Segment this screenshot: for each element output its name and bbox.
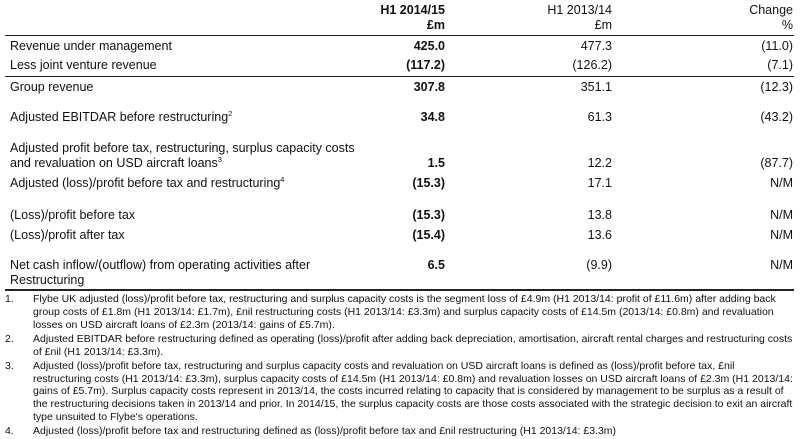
row-label-line-2: and revaluation on USD aircraft loans [10,156,218,170]
value-h1-2014-15: 425.0 [413,39,445,53]
value-change: N/M [770,176,793,190]
header-unit-label: £m [594,18,612,32]
footnote-number: 3. [5,359,14,372]
value-h1-2014-15: (15.4) [412,228,445,242]
row-label [10,176,370,191]
value-h1-2014-15: (117.2) [406,58,445,72]
value-change: (87.7) [760,156,793,170]
value-change: N/M [770,258,793,272]
footnote-text: Flybe UK adjusted (loss)/profit before tax, restructuring and surplus capacity costs is the segment loss of £4.9m (H1 2013/14: profit of £11.6m) after adding back group costs of £1.8m (H1 2013/14: £1.7m), £nil restructuring costs (H1 2013/14: £3.3m) and surplus capacity costs of £14.5m (2013/14: £0.8m) and revaluation losses on USD aircraft loans of £2.3m (2013/14: gains of £5.7m). [33,293,776,331]
footnote-text: Adjusted (loss)/profit before tax and restructuring defined as (loss)/profit before tax and £nil restructuring (H1 2013/14: £3.3m) [33,425,617,438]
header-h1-2013-14 [522,3,612,33]
row-label-line-1: Adjusted profit before tax, restructuring, surplus capacity costs [10,141,355,155]
value-h1-2014-15: 34.8 [420,110,445,124]
table-bottom-divider [5,289,794,291]
header-change [703,3,793,33]
value-h1-2013-14: 12.2 [587,156,612,170]
row-label: (Loss)/profit before tax [10,208,136,222]
header-divider [5,35,794,36]
header-period-label: H1 2013/14 [547,3,612,17]
value-h1-2014-15: 307.8 [413,80,445,94]
footnotes [5,293,794,439]
value-h1-2013-14: 61.3 [587,110,612,124]
value-h1-2014-15: 6.5 [427,258,445,272]
footnote-number: 2. [5,332,14,345]
header-period-label: H1 2014/15 [380,3,445,17]
row-label: Less joint venture revenue [10,58,157,72]
value-change: (11.0) [761,39,793,53]
value-change: (12.3) [760,80,793,94]
footnote-marker: 3 [217,155,222,164]
value-h1-2013-14: (9.9) [586,258,612,272]
footnote-marker: 4 [280,175,285,184]
footnote-marker: 2 [228,109,233,118]
subtotal-divider [5,76,794,77]
header-unit-label: % [781,18,793,32]
value-h1-2013-14: 13.8 [587,208,612,222]
value-change: (7.1) [767,58,793,72]
row-label: Revenue under management [10,39,172,53]
value-change: N/M [770,228,793,242]
footnote-number: 4. [5,425,14,438]
footnote-item [5,333,794,359]
row-label: (Loss)/profit after tax [10,228,125,242]
footnote-text: Adjusted (loss)/profit before tax, restructuring and surplus capacity costs and revaluation on USD aircraft loans is defined as (loss)/profit before tax, £nil restructuring costs (H1 2013/14: £3.3m), surplus capacity costs of £14.5m (H1 2013/14: £0.8m) and revaluation losses on USD aircraft loans of £2.3m (H1 2013/14: gains of £5.7m). Surplus capacity costs represent in 2013/14, the costs incurred relating to capacity that is considered by management to be surplus as a result of the restructuring decisions taken in 2013/14 and prior. In 2014/15, the surplus capacity costs are those costs associated with the strategic decision to exit an aircraft type unsuited to Flybe's operations. [33,359,793,423]
footnote-number: 1. [5,293,14,305]
row-label-line-2: Restructuring [10,273,85,287]
footnote-item [5,293,794,331]
value-h1-2013-14: 17.1 [587,176,612,190]
value-h1-2013-14: 13.6 [587,228,612,242]
row-label-line-1: Net cash inflow/(outflow) from operating activities after [10,258,311,272]
footnote-text: Adjusted EBITDAR before restructuring defined as operating (loss)/profit after adding back depreciation, amortisation, aircraft rental charges and restructuring costs of £nil (H1 2013/14: £3.3m). [33,332,793,358]
value-h1-2014-15: (15.3) [412,176,445,190]
header-change-label: Change [749,3,793,17]
row-label-text: Adjusted EBITDAR before restructuring [10,110,229,124]
header-h1-2014-15 [355,3,445,33]
row-label [10,110,370,125]
value-h1-2014-15: 1.5 [427,156,445,170]
value-h1-2013-14: (126.2) [572,58,612,72]
row-label-text: Adjusted (loss)/profit before tax and restructuring [10,176,281,190]
value-h1-2013-14: 477.3 [580,39,612,53]
footnote-item [5,360,794,424]
row-label: Group revenue [10,80,94,94]
footnote-item [5,425,794,438]
value-h1-2014-15: (15.3) [412,208,445,222]
value-change: N/M [770,208,793,222]
value-change: (43.2) [760,110,793,124]
header-unit-label: £m [426,18,445,32]
value-h1-2013-14: 351.1 [580,80,612,94]
